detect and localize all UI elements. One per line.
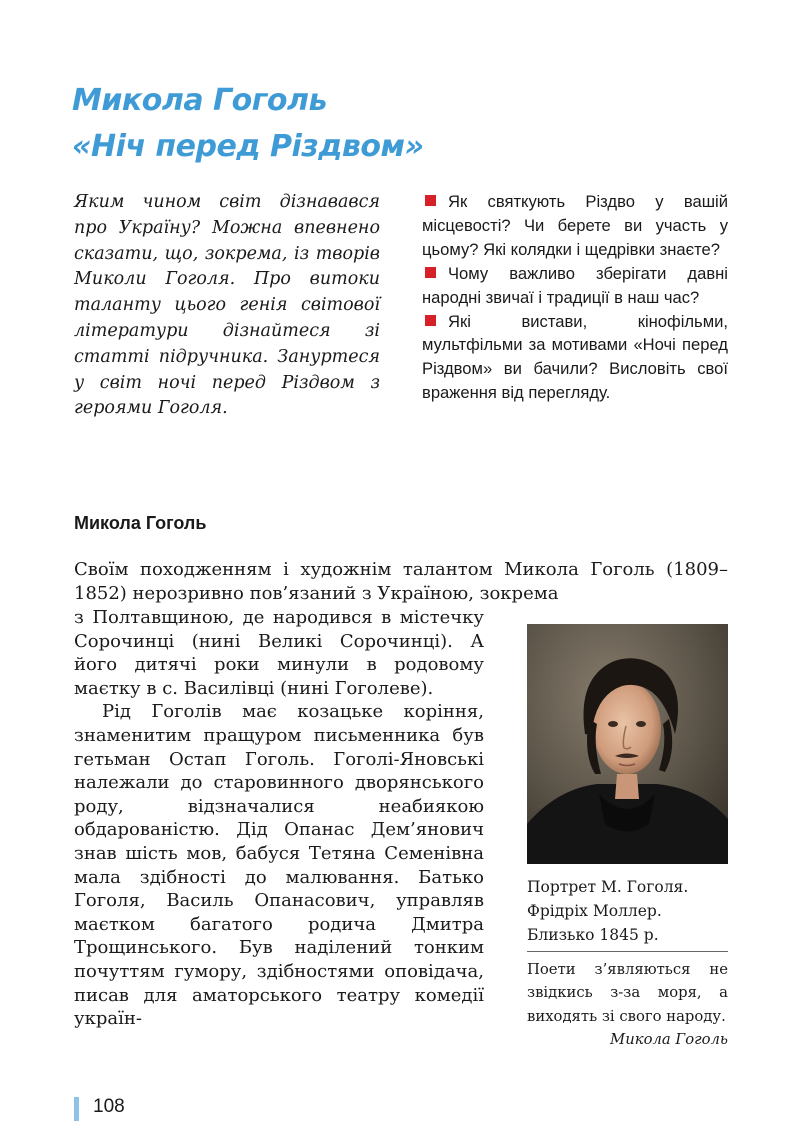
chapter-title bbox=[72, 78, 424, 170]
question-text: Чому важливо зберігати давні народні звичаї і традиції в наш час? bbox=[422, 263, 728, 307]
portrait-illustration bbox=[527, 624, 728, 864]
caption-line-3: Близько 1845 р. bbox=[527, 926, 659, 944]
quote-block bbox=[527, 958, 728, 1051]
caption-line-2: Фрідріх Моллер. bbox=[527, 902, 662, 920]
title-line-2: «Ніч перед Різдвом» bbox=[72, 129, 424, 164]
question-item bbox=[422, 190, 728, 262]
question-item bbox=[422, 310, 728, 406]
question-text: Як святкують Різдво у вашій місцевості? Чи берете ви участь у цьому? Які колядки і щедрівки знаєте? bbox=[422, 192, 728, 259]
body-paragraph-intro: Своїм походженням і художнім талантом Микола Гоголь (1809–1852) нерозривно пов’язаний з Україною, зокрема bbox=[74, 559, 728, 604]
page-number-marker bbox=[74, 1097, 79, 1121]
body-text-column bbox=[74, 606, 484, 1031]
portrait-caption bbox=[527, 875, 728, 947]
quote-author: Микола Гоголь bbox=[610, 1030, 728, 1048]
red-square-bullet-icon bbox=[425, 267, 436, 278]
intro-text: Яким чином світ дізнавався про Україну? Можна впевнено сказати, що, зокрема, із творів Миколи Гоголя. Про витоки таланту цього генія світової літератури дізнайтеся зі статті підручника. Зануртеся у світ ночі перед Різдвом з героями Гоголя. bbox=[74, 192, 380, 419]
quote-text: Поети з’являються не звідкись з-за моря, а виходять зі свого народу. bbox=[527, 961, 728, 1025]
caption-line-1: Портрет М. Гоголя. bbox=[527, 878, 689, 896]
caption-divider bbox=[527, 951, 728, 952]
red-square-bullet-icon bbox=[425, 195, 436, 206]
question-text: Які вистави, кінофільми, мультфільми за мотивами «Ночі перед Різдвом» ви бачили? Висловіть свої враження від перегляду. bbox=[422, 311, 728, 403]
gogol-portrait-image bbox=[527, 624, 728, 864]
body-paragraph-2: Рід Гоголів має козацьке коріння, знаменитим пращуром письменника був гетьман Остап Гоголь. Гоголі-Яновські належали до старовинного дворянського роду, відзначалися неабиякою обдарованістю. Дід Опанас Дем’янович знав шість мов, бабуся Тетяна Семенівна мала здібності до малювання. Батько Гоголя, Василь Опанасович, управляв маєтком багатого родича Дмитра Трощинського. Був наділений тонким почуттям гумору, здібностями оповідача, писав для аматорського театру комедії україн- bbox=[74, 701, 484, 1030]
page-number: 108 bbox=[93, 1096, 125, 1117]
title-line-1: Микола Гоголь bbox=[72, 83, 327, 118]
red-square-bullet-icon bbox=[425, 315, 436, 326]
questions-list bbox=[422, 190, 728, 405]
question-item bbox=[422, 262, 728, 310]
body-paragraph-1: з Полтавщиною, де народився в містечку Сорочинці (нині Великі Сорочинці). А його дитячі роки минули в родовому маєтку в с. Василівці (нині Гоголеве). bbox=[74, 607, 484, 699]
section-heading: Микола Гоголь bbox=[74, 513, 207, 533]
